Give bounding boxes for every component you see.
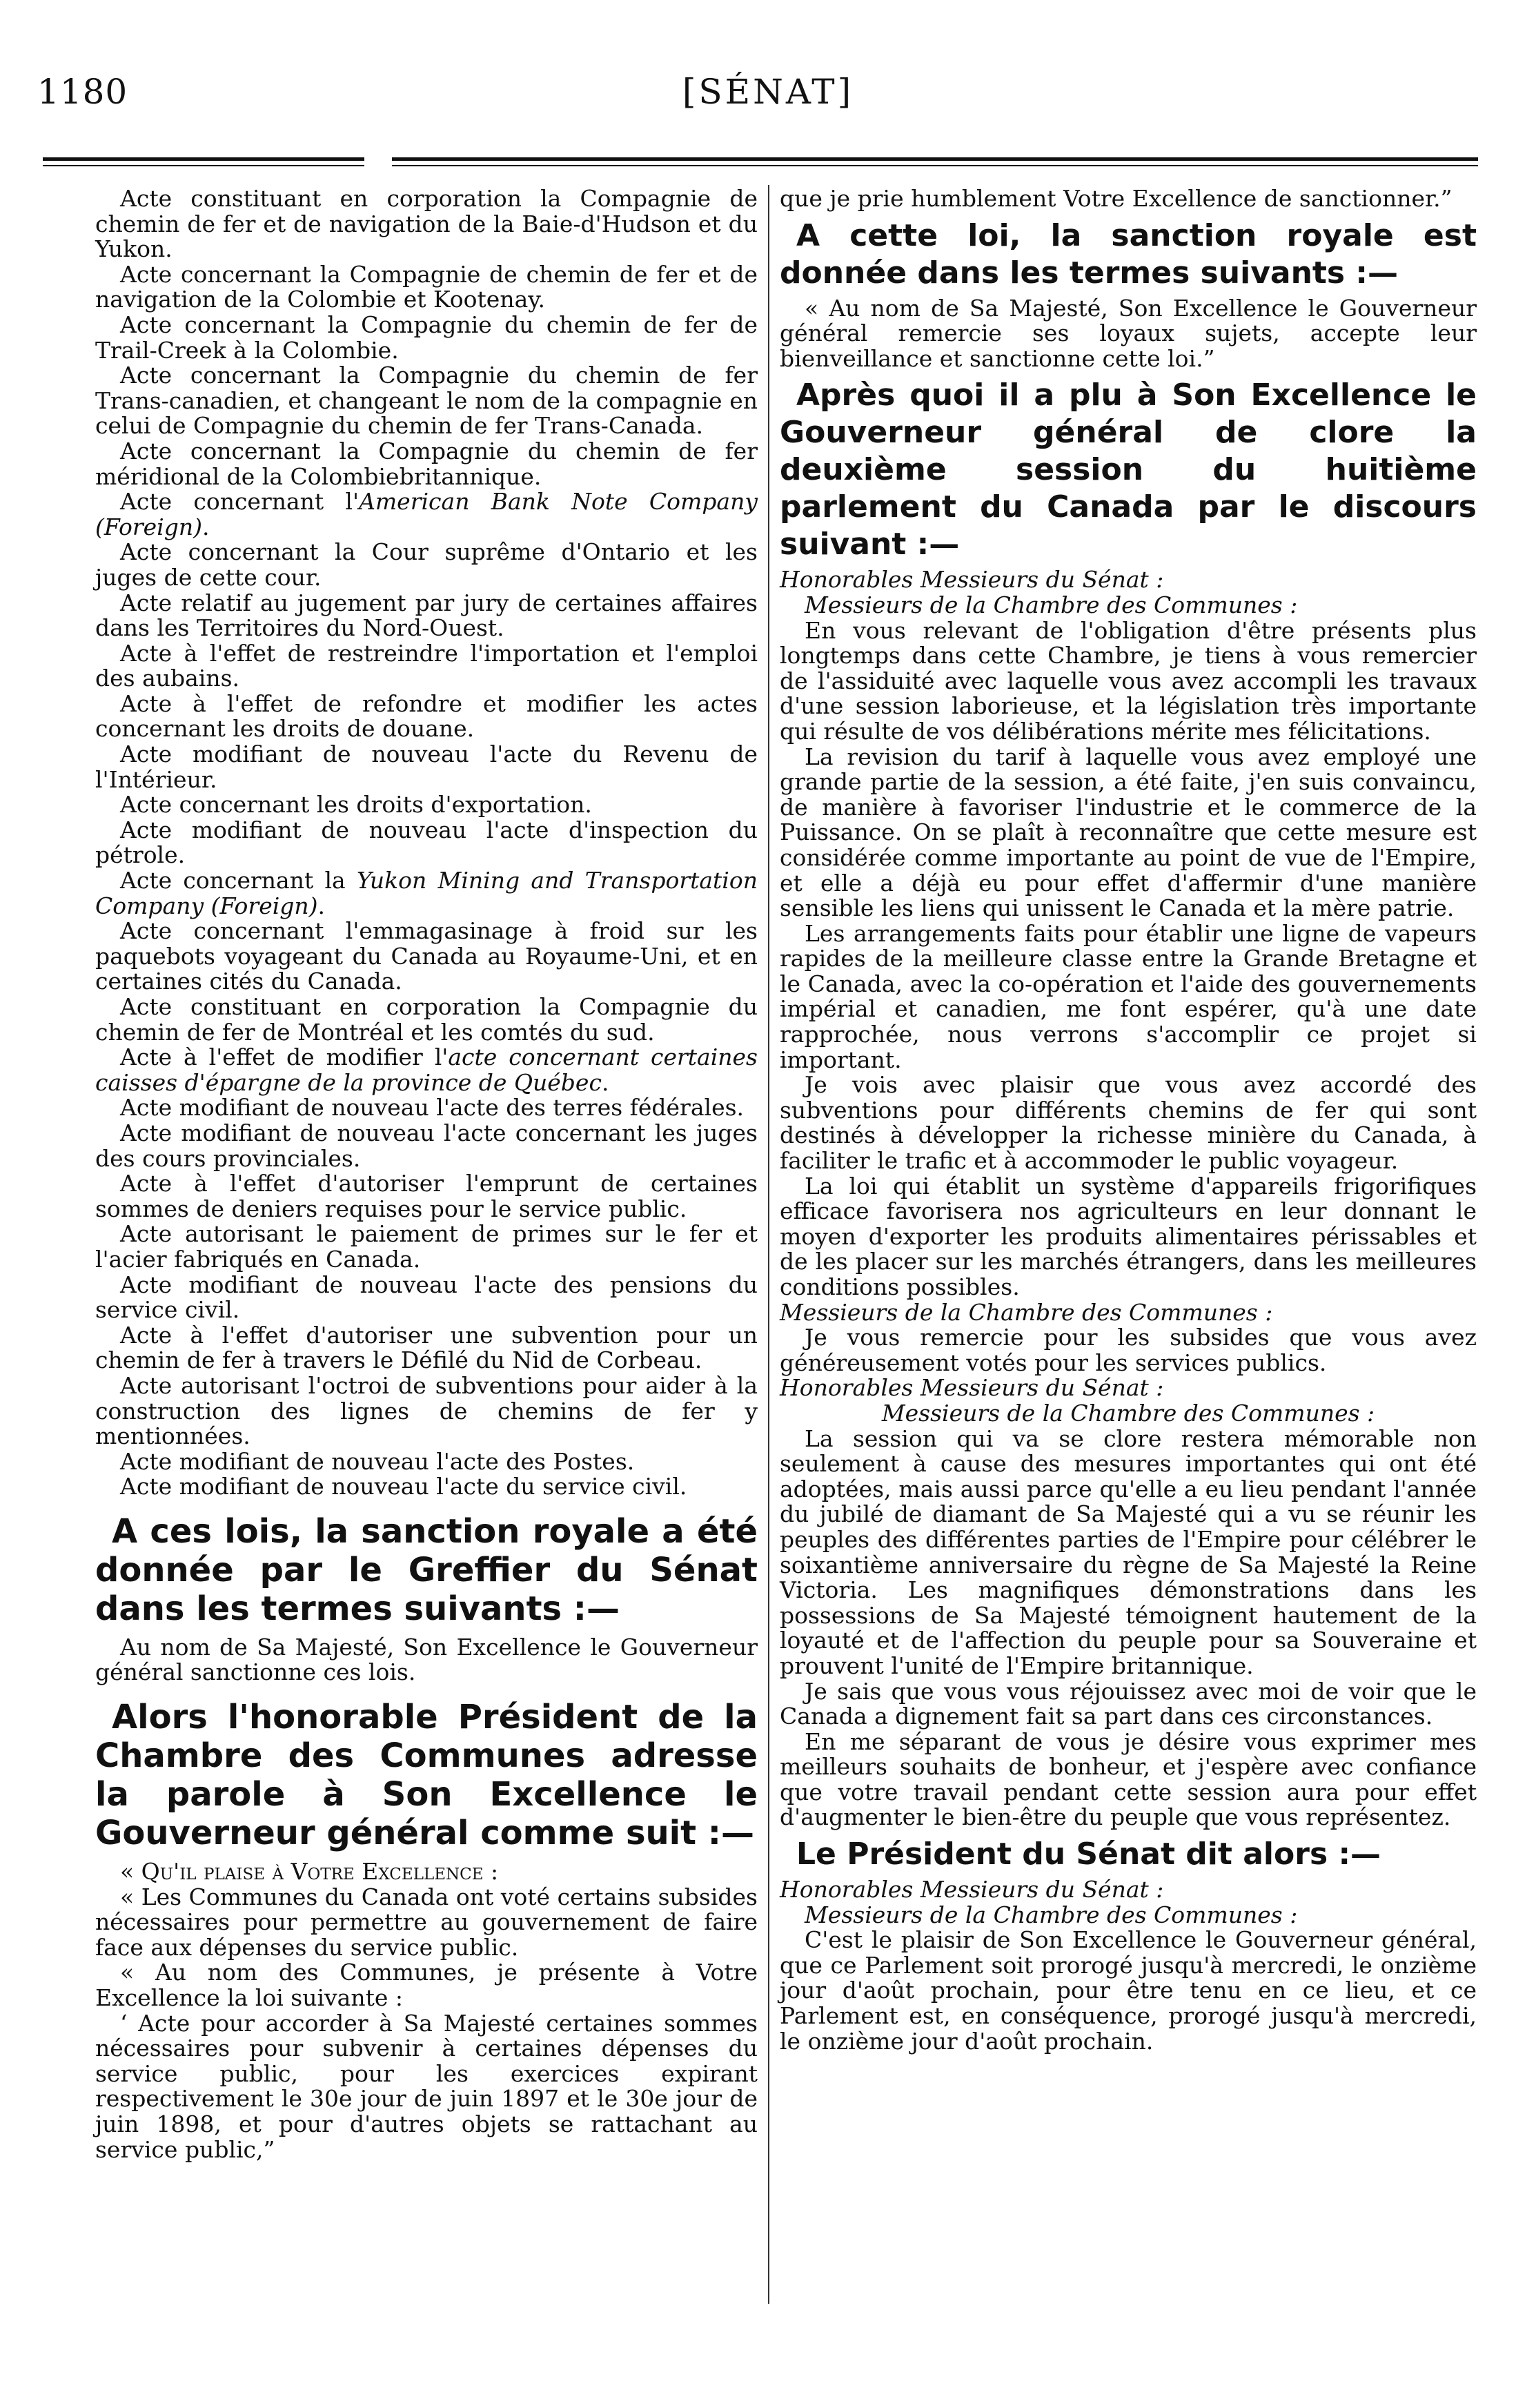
heading-greffier-sanction: A ces lois, la sanction royale a été donnée par le Greffier du Sénat dans les termes suivants :—: [95, 1511, 758, 1628]
act-item: Acte modifiant de nouveau l'acte des Postes.: [120, 1447, 635, 1475]
sanction-text: « Au nom de Sa Majesté, Son Excellence le Gouverneur général remercie ses loyaux sujets, accepte leur bienveillance et sanctionne cette loi.”: [780, 294, 1477, 372]
act-item: Acte concernant la Compagnie de chemin de fer et de navigation de la Colombie et Kootenay.: [95, 260, 758, 313]
speech-paragraph: La revision du tarif à laquelle vous avez employé une grande partie de la session, a été faite, j'en suis convaincu, de manière à favoriser l'industrie et le commerce de la Puissance. On se plaît à reconnaître que cette mesure est considérée comme importante au point de vue de l'Empire, et elle a déjà eu pour effet d'affermir d'une manière sensible les liens qui unissent le Canada et la mère patrie.: [780, 743, 1477, 922]
column-divider: [768, 185, 769, 2304]
commons-paragraph: ‘ Acte pour accorder à Sa Majesté certaines sommes nécessaires pour subvenir à certaines dépenses du service public, pour les exercices expirant respectivement le 30e jour de juin 1897 et le 30e jour de juin 1898, et pour d'autres objets se rattachant au service public,”: [95, 2009, 758, 2163]
heading-clore-session: Après quoi il a plu à Son Excellence le Gouverneur général de clore la deuxième session du huitième parlement du Canada par le discours suivant :—: [780, 378, 1477, 562]
act-item: Acte à l'effet d'autoriser une subvention pour un chemin de fer à travers le Défilé du Nid de Corbeau.: [95, 1321, 758, 1374]
act-item: Acte à l'effet de restreindre l'importation et l'emploi des aubains.: [95, 639, 758, 692]
act-item: Acte relatif au jugement par jury de certaines affaires dans les Territoires du Nord-Ouest.: [95, 589, 758, 642]
heading-president-senat: Le Président du Sénat dit alors :—: [796, 1837, 1381, 1872]
prorogation-text: C'est le plaisir de Son Excellence le Gouverneur général, que ce Parlement soit prorogé jusqu'à mercredi, le onzième jour d'août prochain, pour être tenu en ce lieu, et ce Parlement est, en conséquence, prorogé jusqu'à mercredi, le onzième jour d'août prochain.: [780, 1926, 1477, 2055]
left-column: [95, 186, 758, 2162]
greffier-text: Au nom de Sa Majesté, Son Excellence le Gouverneur général sanctionne ces lois.: [95, 1633, 758, 1686]
act-item: Acte concernant l'emmagasinage à froid sur les paquebots voyageant du Canada au Royaume-Uni, et en certaines cités du Canada.: [95, 917, 758, 995]
act-item: Acte modifiant de nouveau l'acte du Revenu de l'Intérieur.: [95, 741, 758, 793]
act-item-american-bank-note: [95, 489, 758, 540]
act-text: Acte concernant la: [120, 867, 357, 894]
act-item: Acte modifiant de nouveau l'acte des terres fédérales.: [120, 1094, 745, 1122]
act-item: Acte concernant la Compagnie du chemin de fer Trans-canadien, et changeant le nom de la compagnie en celui de Compagnie du chemin de fer Trans-Canada.: [95, 362, 758, 440]
speech-paragraph: La loi qui établit un système d'appareils frigorifiques efficace favorisera nos agriculteurs en leur donnant le moyen d'exporter les produits alimentaires périssables et de les placer sur les marchés étrangers, dans les meilleures conditions possibles.: [780, 1172, 1477, 1300]
act-item: Acte constituant en corporation la Compagnie de chemin de fer et de navigation de la Baie-d'Hudson et du Yukon.: [95, 185, 758, 263]
act-text: Acte concernant l': [120, 488, 360, 516]
page-number: 1180: [37, 72, 128, 112]
act-item: Acte autorisant l'octroi de subventions pour aider à la construction des lignes de chemins de fer y mentionnées.: [95, 1371, 758, 1450]
act-item: Acte concernant la Compagnie du chemin de fer méridional de la Colombiebritannique.: [95, 437, 758, 490]
act-item: Acte à l'effet d'autoriser l'emprunt de certaines sommes de deniers requises pour le service public.: [95, 1170, 758, 1222]
act-title: acte concernant certaines caisses d'épargne de la province de Québec: [95, 1044, 758, 1096]
act-item: Acte modifiant de nouveau l'acte d'inspection du pétrole.: [95, 816, 758, 869]
act-item: Acte modifiant de nouveau l'acte des pensions du service civil.: [95, 1271, 758, 1324]
header-rule-left: [43, 157, 364, 166]
address-commons: Messieurs de la Chambre des Communes :: [780, 1298, 1273, 1326]
act-title: Yukon Mining and Transportation Company (Foreign): [95, 867, 758, 919]
act-title: American Bank Note Company (Foreign): [95, 488, 758, 540]
commons-paragraph: « Les Communes du Canada ont voté certains subsides nécessaires pour permettre au gouvernement de faire face aux dépenses du service public.: [95, 1883, 758, 1961]
act-item: Acte modifiant de nouveau l'acte concernant les juges des cours provinciales.: [95, 1119, 758, 1172]
act-item: Acte à l'effet de refondre et modifier les actes concernant les droits de douane.: [95, 689, 758, 743]
act-item-caisses-epargne: [95, 1045, 758, 1095]
speech-paragraph: Les arrangements faits pour établir une ligne de vapeurs rapides de la meilleure classe entre la Grande Bretagne et le Canada, avec la co-opération et l'aide des gouvernements impérial et canadien, me font espérer, qu'à une date rapprochée, nous verrons s'accomplir ce projet si important.: [780, 919, 1477, 1073]
act-item: Acte modifiant de nouveau l'acte du service civil.: [120, 1473, 687, 1500]
act-text: Acte à l'effet de modifier l': [120, 1044, 449, 1071]
address-commons: Messieurs de la Chambre des Communes :: [805, 1901, 1298, 1928]
act-text: .: [201, 513, 210, 540]
speech-paragraph: Je vois avec plaisir que vous avez accordé des subventions pour différents chemins de fer qui sont destinés à développer la richesse minière du Canada, à faciliter le trafic et à accommoder le public voyageur.: [780, 1071, 1477, 1175]
act-item-yukon-mining: [95, 868, 758, 919]
continuation-text: que je prie humblement Votre Excellence de sanctionner.”: [780, 185, 1453, 212]
address-commons: Messieurs de la Chambre des Communes :: [881, 1399, 1375, 1427]
heading-sanction-royale: A cette loi, la sanction royale est donnée dans les termes suivants :—: [780, 217, 1477, 291]
header-rule-right: [392, 157, 1478, 166]
speech-paragraph: La session qui va se clore restera mémorable non seulement à cause des mesures importantes qui ont été adoptées, mais aussi parce qu'elle a eu lieu pendant l'année du jubilé de diamant de Sa Majesté qui a vu se réunir les peuples des différentes parties de l'Empire pour célébrer le soixantième anniversaire du règne de Sa Majesté la Reine Victoria. Les magnifiques démonstrations dans les possessions de Sa Majesté témoignent hautement de la loyauté et de l'affection du peuple pour sa Souveraine et prouvent l'unité de l'Empire britannique.: [780, 1425, 1477, 1679]
address-commons: Messieurs de la Chambre des Communes :: [805, 591, 1298, 618]
act-item: Acte concernant les droits d'exportation.: [120, 791, 592, 819]
act-text: .: [317, 892, 326, 919]
address-senate: Honorables Messieurs du Sénat :: [780, 1374, 1164, 1402]
running-head: [SÉNAT]: [682, 72, 854, 112]
speech-paragraph: En me séparant de vous je désire vous exprimer mes meilleurs souhaits de bonheur, et j'espère avec confiance que votre travail pendant cette session aura pour effet d'augmenter le bien-être du peuple que vous représentez.: [780, 1727, 1477, 1831]
commons-paragraph: « Au nom des Communes, je présente à Votre Excellence la loi suivante :: [95, 1959, 758, 2012]
speech-paragraph: Je sais que vous vous réjouissez avec moi de voir que le Canada a dignement fait sa part dans ces circonstances.: [780, 1677, 1477, 1730]
act-text: .: [601, 1068, 609, 1096]
page-header: [0, 72, 1536, 134]
speech-paragraph: Je vous remercie pour les subsides que vous avez généreusement votés pour les services publics.: [780, 1324, 1477, 1376]
address-senate: Honorables Messieurs du Sénat :: [780, 566, 1164, 594]
address-senate: Honorables Messieurs du Sénat :: [780, 1876, 1164, 1903]
right-column: [780, 186, 1477, 2054]
act-item: Acte constituant en corporation la Compagnie du chemin de fer de Montréal et les comtés du sud.: [95, 993, 758, 1046]
heading-president-communes: Alors l'honorable Président de la Chambre des Communes adresse la parole à Son Excellence le Gouverneur général comme suit :—: [95, 1698, 758, 1853]
act-item: Acte concernant la Cour suprême d'Ontario et les juges de cette cour.: [95, 538, 758, 591]
speech-paragraph: En vous relevant de l'obligation d'être présents plus longtemps dans cette Chambre, je tiens à vous remercier de l'assiduité avec laquelle vous avez accompli les travaux d'une session laborieuse, et la législation très importante qui résulte de vos délibérations mérite mes félicitations.: [780, 616, 1477, 745]
act-item: Acte concernant la Compagnie du chemin de fer de Trail-Creek à la Colombie.: [95, 311, 758, 364]
salutation: « Qu'il plaise à Votre Excellence :: [120, 1858, 499, 1886]
act-item: Acte autorisant le paiement de primes sur le fer et l'acier fabriqués en Canada.: [95, 1220, 758, 1273]
